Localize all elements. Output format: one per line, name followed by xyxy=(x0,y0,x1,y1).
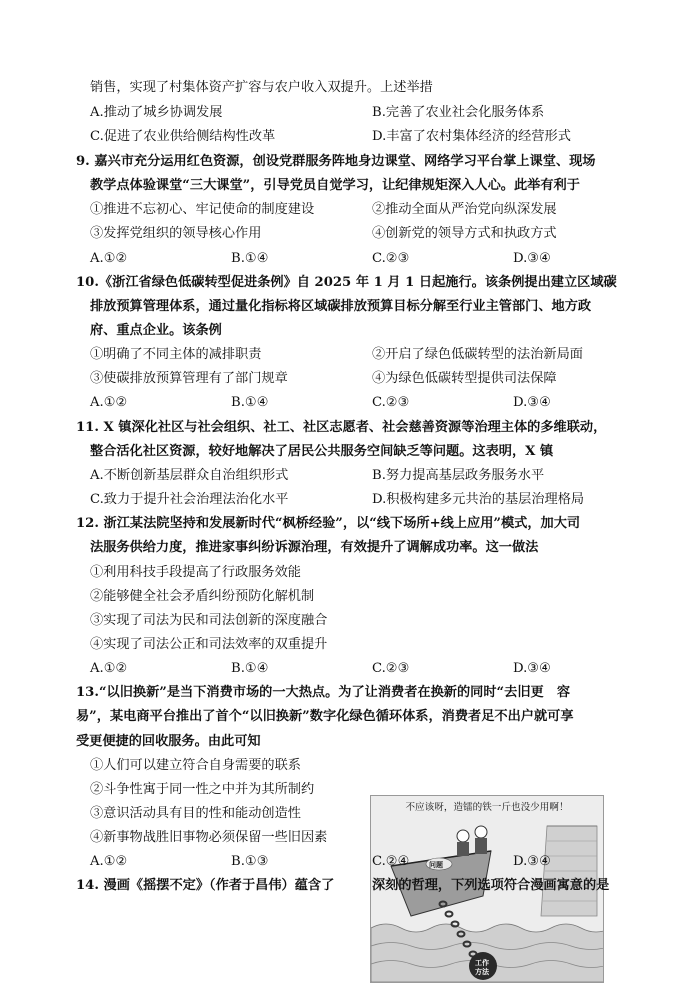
q9-statement-1: ①推进不忘初心、牢记使命的制度建设 xyxy=(90,202,315,217)
q14-stem-part-1: 14. 漫画《摇摆不定》（作者于昌伟）蕴含了 xyxy=(76,878,335,893)
q13-option-d: D.③④ xyxy=(513,854,551,869)
q12-option-c: C.②③ xyxy=(372,661,410,676)
q12-statement-2: ②能够健全社会矛盾纠纷预防化解机制 xyxy=(90,589,315,604)
q11-option-a: A.不断创新基层群众自治组织形式 xyxy=(90,468,289,483)
q8-option-c: C.促进了农业供给侧结构性改革 xyxy=(90,129,276,144)
q13-stem-line-2: 易”，某电商平台推出了首个“以旧换新”数字化绿色循环体系，消费者足不出户就可享 xyxy=(76,709,574,724)
q9-option-b: B.①④ xyxy=(231,251,269,266)
q11-stem-line-1: 11. X 镇深化社区与社会组织、社工、社区志愿者、社会慈善资源等治理主体的多维联动， xyxy=(76,420,607,435)
q10-statement-1: ①明确了不同主体的减排职责 xyxy=(90,347,262,362)
q9-stem-line-1: 9. 嘉兴市充分运用红色资源，创设党群服务阵地身边课堂、网络学习平台掌上课堂、现场 xyxy=(76,154,596,169)
q13-option-a: A.①② xyxy=(90,854,128,869)
q12-option-d: D.③④ xyxy=(513,661,551,676)
q13-stem-line-3: 受更便捷的回收服务。由此可知 xyxy=(76,734,261,749)
cartoon-speech-bubble: 不应该呀，造镭的铁一斤也没少用啊！ xyxy=(405,802,569,813)
anchor-label-2: 方法 xyxy=(475,968,489,976)
q11-stem-line-2: 整合活化社区资源，较好地解决了居民公共服务空间缺乏等问题。这表明，X 镇 xyxy=(90,444,554,459)
q10-stem-line-1: 10.《浙江省绿色低碳转型促进条例》自 2025 年 1 月 1 日起施行。该条例提出建立区域碳 xyxy=(76,275,617,290)
q10-option-d: D.③④ xyxy=(513,395,551,410)
q12-statement-4: ④实现了司法公正和司法效率的双重提升 xyxy=(90,637,328,652)
q9-statement-2: ②推动全面从严治党向纵深发展 xyxy=(372,202,557,217)
q10-option-c: C.②③ xyxy=(372,395,410,410)
q13-option-b: B.①③ xyxy=(231,854,269,869)
q12-statement-1: ①利用科技手段提高了行政服务效能 xyxy=(90,565,301,580)
q9-option-d: D.③④ xyxy=(513,251,551,266)
q12-stem-line-1: 12. 浙江某法院坚持和发展新时代“枫桥经验”，以“线下场所+线上应用”模式，加大司 xyxy=(76,516,581,531)
q10-statement-3: ③使碳排放预算管理有了部门规章 xyxy=(90,371,288,386)
q12-stem-line-2: 法服务供给力度，推进家事纠纷诉源治理，有效提升了调解成功率。这一做法 xyxy=(90,540,539,555)
q11-option-c: C.致力于提升社会治理法治化水平 xyxy=(90,492,289,507)
q13-statement-3: ③意识活动具有目的性和能动创造性 xyxy=(90,806,301,821)
q10-statement-4: ④为绿色低碳转型提供司法保障 xyxy=(372,371,557,386)
q13-option-c: C.②④ xyxy=(372,854,410,869)
q13-stem-line-1: 13.“以旧换新”是当下消费市场的一大热点。为了让消费者在换新的同时“去旧更 容 xyxy=(76,685,571,700)
boat-label: 问题 xyxy=(429,861,443,869)
q10-stem-line-2: 排放预算管理体系，通过量化指标将区域碳排放预算目标分解至行业主管部门、地方政 xyxy=(90,299,592,314)
q10-option-b: B.①④ xyxy=(231,395,269,410)
anchor-label-1: 工作 xyxy=(475,959,489,967)
q14-stem-part-2: 深刻的哲理，下列选项符合漫画寓意的是 xyxy=(372,878,610,893)
q9-statement-4: ④创新党的领导方式和执政方式 xyxy=(372,226,557,241)
q9-option-a: A.①② xyxy=(90,251,128,266)
q10-option-a: A.①② xyxy=(90,395,128,410)
q9-option-c: C.②③ xyxy=(372,251,410,266)
q12-option-a: A.①② xyxy=(90,661,128,676)
q12-statement-3: ③实现了司法为民和司法创新的深度融合 xyxy=(90,613,328,628)
q8-option-a: A.推动了城乡协调发展 xyxy=(90,105,223,120)
q10-statement-2: ②开启了绿色低碳转型的法治新局面 xyxy=(372,347,583,362)
q12-option-b: B.①④ xyxy=(231,661,269,676)
q13-statement-2: ②斗争性寓于同一性之中并为其所制约 xyxy=(90,782,315,797)
q10-stem-line-3: 府、重点企业。该条例 xyxy=(90,323,222,338)
q9-stem-line-2: 教学点体验课堂“三大课堂”，引导党员自觉学习，让纪律规矩深入人心。此举有利于 xyxy=(90,178,580,193)
q11-option-b: B.努力提高基层政务服务水平 xyxy=(372,468,545,483)
q8-stem-tail: 销售，实现了村集体资产扩容与农户收入双提升。上述举措 xyxy=(90,80,433,95)
q13-statement-1: ①人们可以建立符合自身需要的联系 xyxy=(90,758,301,773)
q9-statement-3: ③发挥党组织的领导核心作用 xyxy=(90,226,262,241)
q8-option-b: B.完善了农业社会化服务体系 xyxy=(372,105,545,120)
q11-option-d: D.积极构建多元共治的基层治理格局 xyxy=(372,492,585,507)
q8-option-d: D.丰富了农村集体经济的经营形式 xyxy=(372,129,571,144)
q13-statement-4: ④新事物战胜旧事物必须保留一些旧因素 xyxy=(90,830,328,845)
